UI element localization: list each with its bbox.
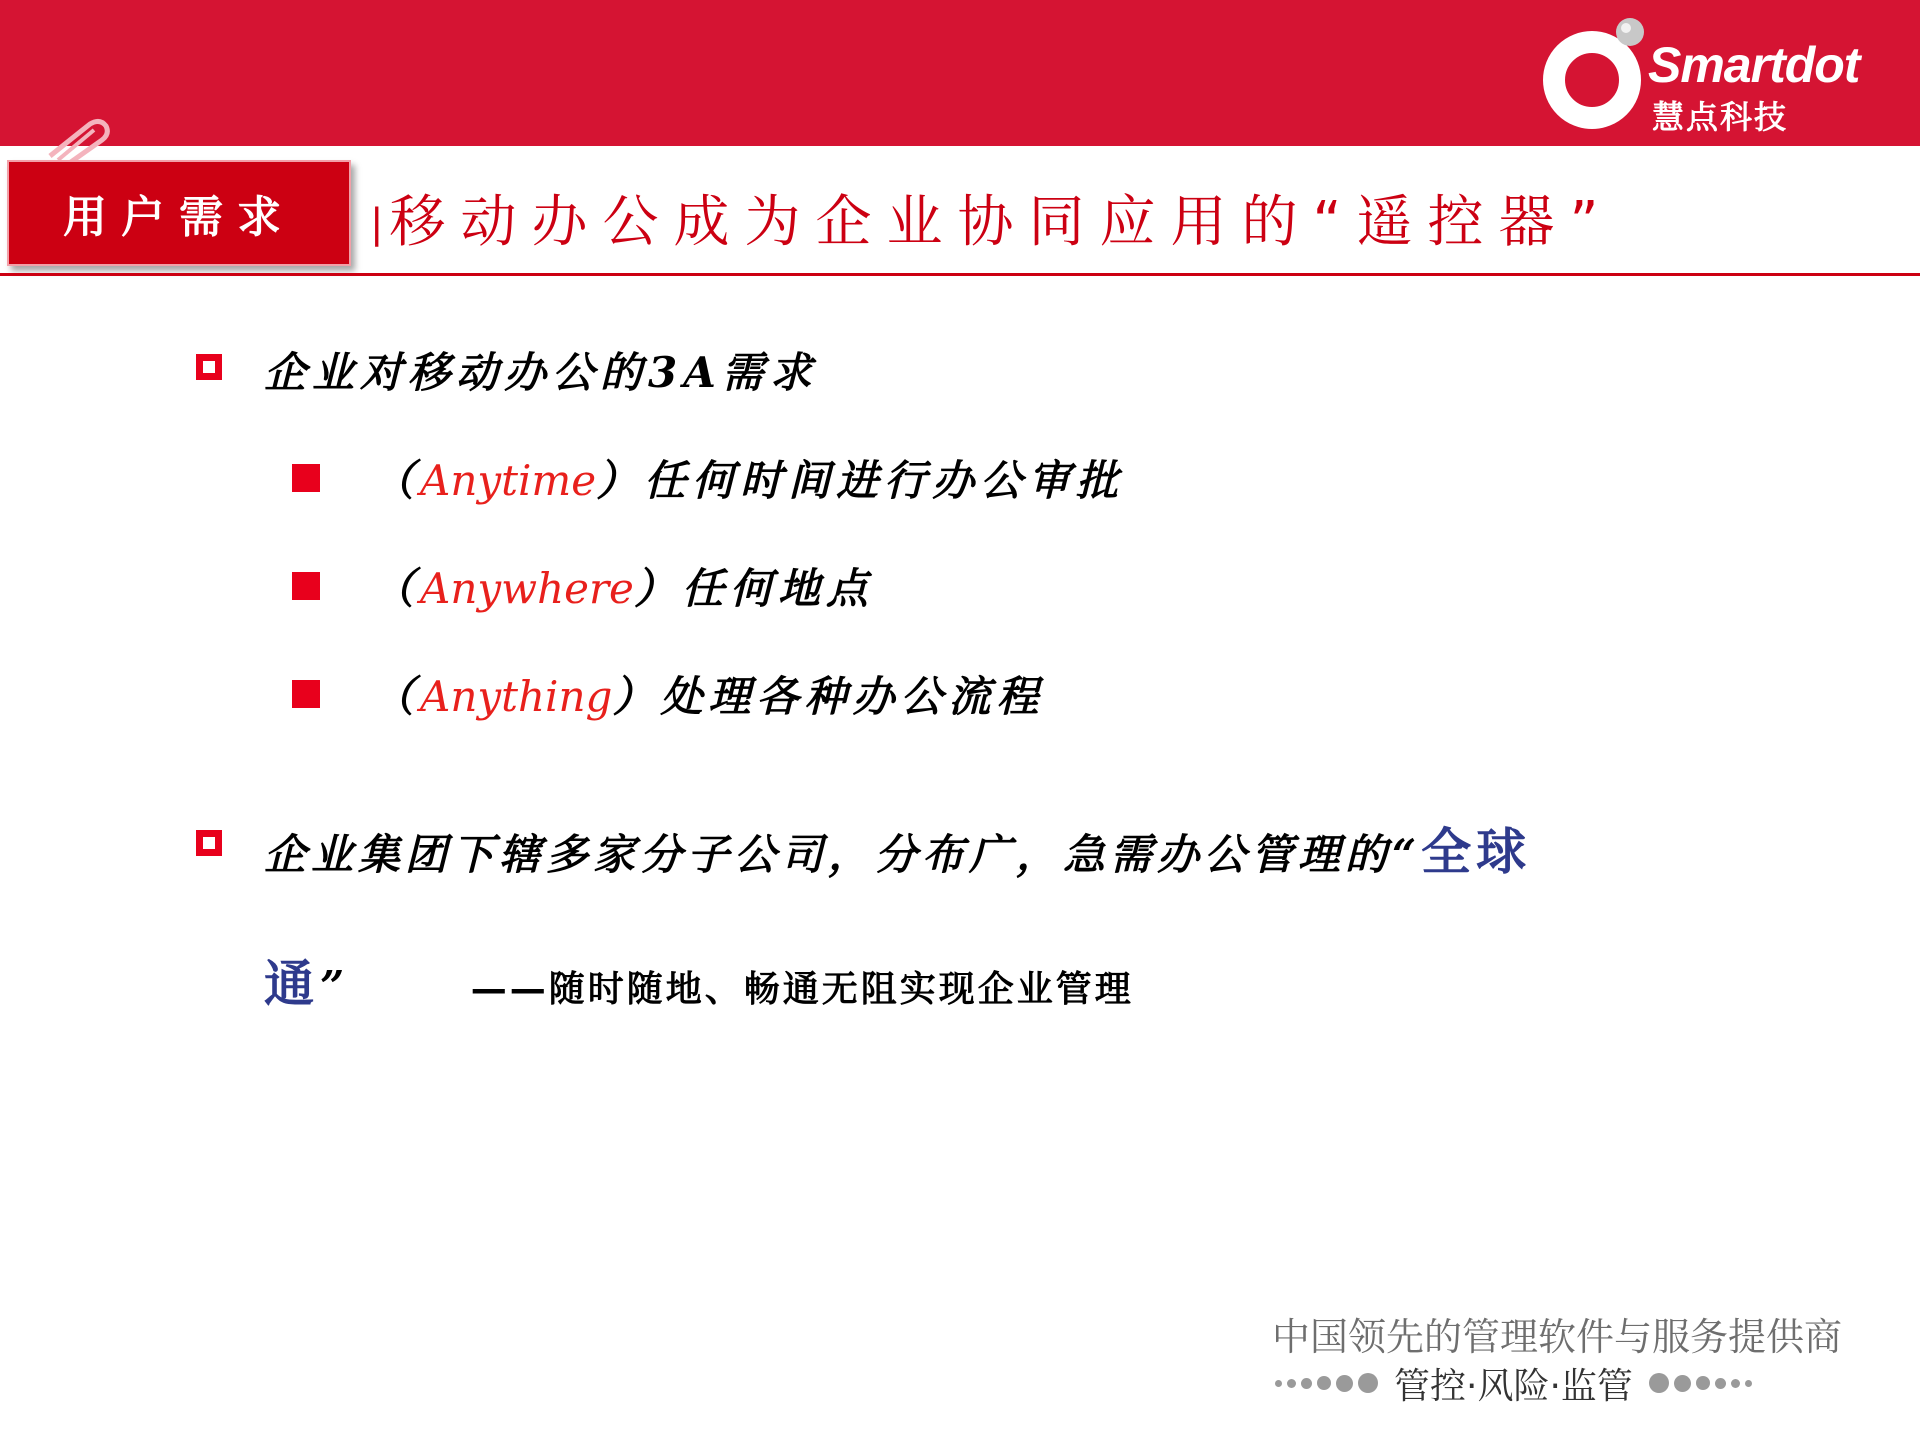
highlight-tong: 通	[264, 954, 320, 1013]
footer-slogan: 中国领先的管理软件与服务提供商	[1272, 1315, 1843, 1359]
brand-name: Smartdot	[1648, 37, 1860, 93]
smartdot-logo	[1532, 14, 1872, 136]
subpoint-anytime: （Anytime）任何时间进行办公审批	[372, 456, 1125, 505]
subpoint-en: Anywhere	[420, 564, 634, 613]
subpoint-en: Anytime	[420, 456, 597, 505]
subpoint-anything: （Anything）处理各种办公流程	[372, 672, 1045, 721]
highlight-global: 全球	[1421, 822, 1532, 881]
title-divider	[0, 273, 1920, 276]
solid-square-bullet	[292, 572, 320, 600]
subpoint-en: Anything	[420, 672, 613, 721]
solid-square-bullet	[292, 464, 320, 492]
footer-tagline	[1275, 1358, 1863, 1408]
paperclip-icon	[42, 116, 132, 166]
section-tag	[7, 160, 351, 266]
brand-sub: 慧点科技	[1652, 98, 1789, 136]
page-title-text: 移动办公成为企业协同应用的“遥控器”	[389, 190, 1614, 255]
title-bar: |	[370, 201, 390, 247]
hollow-square-bullet	[196, 830, 222, 856]
dots-left-icon	[1275, 1373, 1378, 1393]
point-2-tail: ——随时随地、畅通无阻实现企业管理	[470, 969, 1134, 1010]
page-title	[370, 178, 1614, 258]
hollow-square-bullet	[196, 354, 222, 380]
section-tag-label: 用户需求	[63, 192, 295, 243]
dots-right-icon	[1649, 1373, 1752, 1393]
smartdot-ring-icon	[1532, 14, 1652, 132]
point-2: 企业集团下辖多家分子公司，分布广，急需办公管理的“全球	[264, 822, 1532, 881]
solid-square-bullet	[292, 680, 320, 708]
point-1: 企业对移动办公的3A需求	[264, 348, 818, 397]
point-2-continued: 通” ——随时随地、畅通无阻实现企业管理	[264, 954, 1134, 1013]
footer-tagline-text: 管控·风险·监管	[1394, 1365, 1633, 1407]
subpoint-anywhere: （Anywhere）任何地点	[372, 564, 874, 613]
